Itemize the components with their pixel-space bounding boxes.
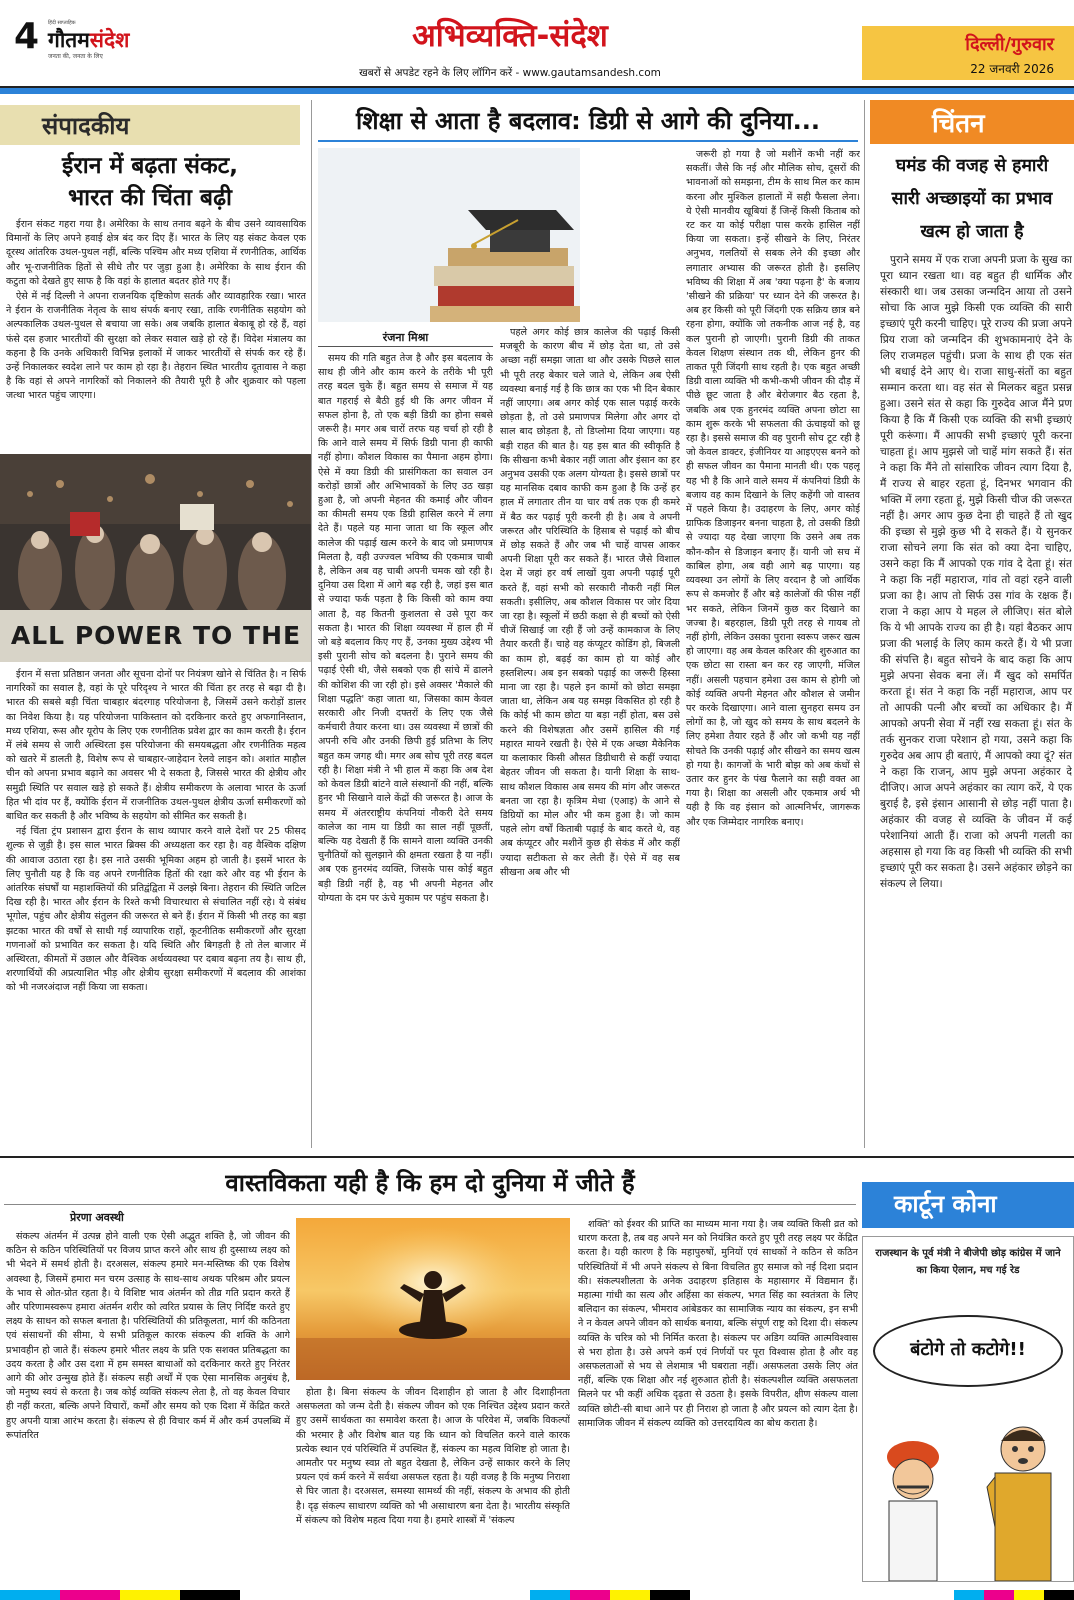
cartoon-figures bbox=[863, 1397, 1073, 1581]
lead-headline: शिक्षा से आता है बदलाव: डिग्री से आगे की दुनिया... bbox=[356, 107, 820, 135]
protest-photo bbox=[0, 454, 312, 662]
bottom-col-1 bbox=[6, 1230, 290, 1585]
editorial-para-4: नई चिंता ट्रंप प्रशासन द्वारा ईरान के साथ व्यापार करने वाले देशों पर 25 फीसद शुल्क से जुड़ी है। इस साल भारत ब्रिक्स की अध्यक्षता कर रहा है। वह वैश्विक दक्षिण की आवाज उठाता रहा है। इस नाते उसकी भूमिका अहम हो जाती है। इसमें भारत के लिए चुनौती यह है कि वह अपने रणनीतिक हितों की रक्षा करे और वह भी ईरान के आंतरिक संघर्षों या महाशक्तियों की प्रतिद्वंद्विता में उलझे बिना। तेहरान की स्थिति जटिल दिख रही है। भारत और ईरान के रिश्ते कभी विचारधारा से संचालित नहीं रहे। ये संबंध भूगोल, पहुंच और क्षेत्रीय संतुलन की जरूरत से बने हैं। ईरान में किसी भी तरह का बड़ा झटका भारत की वर्षों से साधी गई व्यापारिक राहों, कूटनीतिक समीकरणों और सुरक्षा गणनाओं को प्रभावित कर सकता है। यदि स्थिति और बिगड़ती है तो तेल बाजार में अस्थिरता, कीमतों में उछाल और वैश्विक अर्थव्यवस्था पर दबाव बढ़ना तय है। साथ ही, शरणार्थियों की अप्रत्याशित भीड़ और क्षेत्रीय सुरक्षा समीकरणों में बदलाव की आशंका को भी नजरअंदाज नहीं किया जा सकता। bbox=[6, 826, 306, 994]
issue-date: 22 जनवरी 2026 bbox=[970, 62, 1054, 76]
logo-name-a: गौतम bbox=[48, 28, 90, 52]
chintan-label-text: चिंतन bbox=[932, 109, 985, 139]
protest-banner: ALL POWER TO THE bbox=[0, 610, 312, 662]
editorial-body-top bbox=[6, 218, 306, 450]
cartoon-panel bbox=[862, 1236, 1074, 1582]
chintan-headline-line-1: घमंड की वजह से हमारी bbox=[895, 156, 1049, 176]
byline-rule bbox=[318, 346, 493, 347]
header-blue-bar bbox=[0, 88, 1074, 94]
logo-tagline: जनता की, जनता के लिए bbox=[48, 53, 103, 60]
lead-headline-rule bbox=[318, 140, 858, 142]
bottom-col-3 bbox=[578, 1218, 858, 1586]
chintan-body bbox=[880, 252, 1072, 1152]
lead-col-1-text: समय की गति बहुत तेज है और इस बदलाव के साथ ही जीने और काम करने के तरीके भी पूरी तरह बदल चुके हैं। बहुत समय से समाज में यह बात गहराई से बैठी हुई थी कि अगर जीवन में सफल होना है, तो एक बड़ी डिग्री का होना सबसे जरूरी है। मगर अब चारों तरफ यह चर्चा हो रही है कि आने वाले समय में सिर्फ डिग्री पाना ही काफी नहीं होगा। कौशल विकास का पैमाना अहम होगा। ऐसे में क्या डिग्री की प्रासंगिकता का सवाल उन करोड़ों छात्रों और अभिभावकों के लिए उठ खड़ा हुआ है, जो अपनी मेहनत की कमाई और जीवन का कीमती समय एक डिग्री हासिल करने में लगा देते हैं। पहले यह माना जाता था कि स्कूल और कालेज की पढ़ाई खत्म करने के बाद जो प्रमाणपत्र मिलता है, वही उज्ज्वल भविष्य की एकमात्र चाबी है, लेकिन अब वह चाबी अपनी चमक खो रही है। दुनिया उस दिशा में आगे बढ़ रही है, जहां इस बात से ज्यादा फर्क पड़ता है कि किसी को काम क्या आता है, वह कितनी कुशलता से उसे पूरा कर सकता है। भारत की शिक्षा व्यवस्था में हाल ही में जो बड़े बदलाव किए गए हैं, उनका मुख्य उद्देश्य भी इसी पुरानी सोच को बदलना है। पुराने समय की पढ़ाई ऐसी थी, जैसे सबको एक ही सांचे में ढालने की कोशिश की जा रही हो। इसे अक्सर 'मैकाले की शिक्षा पद्धति' कहा जाता था, जिसका काम केवल सरकारी और निजी दफ्तरों के लिए एक जैसे कर्मचारी तैयार करना था। उस व्यवस्था में छात्रों की अपनी रुचि और उनकी छिपी हुई प्रतिभा के लिए बहुत कम जगह थी। मगर अब सोच पूरी तरह बदल रही है। शिक्षा मंत्री ने भी हाल में कहा कि अब देश को केवल डिग्री बांटने वाले संस्थानों की नहीं, बल्कि हुनर भी सिखाने वाले केंद्रों की जरूरत है। आज के समय में अंतरराष्ट्रीय कंपनियां नौकरी देते समय कालेज का नाम या डिग्री का साल नहीं पूछतीं, बल्कि यह देखती हैं कि सामने वाला व्यक्ति उनकी चुनौतियों को सुलझाने की क्षमता रखता है या नहीं। अब एक हुनरमंद व्यक्ति, जिसके पास कोई बहुत बड़ी डिग्री नहीं है, वह भी अपनी मेहनत और योग्यता के दम पर ऊंचे मुकाम पर पहुंच सकता है। bbox=[318, 353, 493, 904]
lead-col-3-text: जरूरी हो गया है जो मशीनें कभी नहीं कर सकतीं। जैसे कि नई और मौलिक सोच, दूसरों की भावनाओं को समझना, टीम के साथ मिल कर काम करना और मुश्किल हालातों में सही फैसला लेना। ये ऐसी मानवीय खूबियां हैं जिन्हें किसी किताब को रट कर या कोई परीक्षा पास करके हासिल नहीं किया जा सकता। इन्हें सीखने के लिए, निरंतर अनुभव, गलतियों से सबक लेने की इच्छा और लगातार अभ्यास की जरूरत होती है। इसलिए भविष्य की शिक्षा में अब 'क्या पढ़ना है' के बजाय 'सीखने की प्रक्रिया' पर ध्यान देने की जरूरत है। अब हर किसी को पूरी जिंदगी एक सक्रिय छात्र बने रहना होगा, क्योंकि जो तकनीक आज नई है, वह कल पुरानी हो जाएगी। पुरानी डिग्री की ताकत केवल शिक्षण संस्थान तक थी, लेकिन हुनर की ताकत पूरी जिंदगी साथ रहती है। एक बहुत अच्छी डिग्री वाला व्यक्ति भी कभी-कभी जीवन की दौड़ में पीछे छूट जाता है और बेरोजगार बैठ रहता है, जबकि अब एक हुनरमंद व्यक्ति अपना छोटा सा काम शुरू करके भी सफलता की ऊंचाइयों को छू रहा है। इससे समाज की वह पुरानी सोच टूट रही है जो केवल डाक्टर, इंजीनियर या आइएएस बनने को ही सफल जीवन का पैमाना मानती थी। एक पहलू यह भी है कि आने वाले समय में कंपनियां डिग्री के बजाय वह काम दिखाने के लिए कहेंगी जो वास्तव में पहले किया है। उदाहरण के लिए, अगर कोई ग्राफिक डिजाइनर बनना चाहता है, तो उसकी डिग्री से ज्यादा यह देखा जाएगा कि उसने अब तक कौन-कौन से डिजाइन बनाए हैं। यानी जो सच में काबिल होगा, अब वही आगे बढ़ पाएगा। यह व्यवस्था उन लोगों के लिए वरदान है जो आर्थिक रूप से कमजोर हैं और बड़े कालेजों की फीस नहीं भर सकते, लेकिन जिनमें कुछ कर दिखाने का जज्बा है। बहरहाल, डिग्री पूरी तरह से गायब तो नहीं होगी, लेकिन उसका पुराना स्वरूप जरूर खत्म हो जाएगा। वह अब केवल करिअर की शुरुआत का एक छोटा सा रास्ता बन कर रह जाएगी, मंजिल नहीं। असली पहचान हमेशा उस काम से होगी जो कोई व्यक्ति अपनी मेहनत और कौशल से जमीन पर करके दिखाएगा। आने वाला सुनहरा समय उन लोगों का है, जो खुद को समय के साथ बदलने के लिए हमेशा तैयार रहते हैं और जो कभी यह नहीं सोचते कि उनकी पढ़ाई और सीखने का समय खत्म हो गया है। कागजों के भारी बोझ को अब कंधों से उतार कर हुनर के पंख फैलाने का सही वक्त आ गया है। शिक्षा का असली और एकमात्र अर्थ भी यही है कि वह इंसान को आत्मनिर्भर, जागरूक और एक जिम्मेदार नागरिक बनाए। bbox=[686, 149, 860, 828]
bottom-byline: प्रेरणा अवस्थी bbox=[70, 1211, 124, 1224]
section-title: अभिव्यक्ति-संदेश bbox=[412, 18, 608, 54]
lead-col-2-text: पहले अगर कोई छात्र कालेज की पढ़ाई किसी मजबूरी के कारण बीच में छोड़ देता था, तो उसे अच्छा नहीं समझा जाता था और उसके पिछले साल भी पूरी तरह बेकार चले जाते थे, लेकिन अब ऐसी व्यवस्था बनाई गई है कि छात्र का एक भी दिन बेकार नहीं जाएगा। अब अगर कोई एक साल पढ़ाई करके छोड़ता है, तो उसे प्रमाणपत्र मिलेगा और अगर दो साल बाद छोड़ता है, तो डिप्लोमा दिया जाएगा। यह बड़ी राहत की बात है। यह इस बात की स्वीकृति है कि सीखना कभी बेकार नहीं जाता और इंसान का हर अनुभव उसकी एक अलग योग्यता है। इससे छात्रों पर यह मानसिक दबाव काफी कम हुआ है कि उन्हें हर हाल में लगातार तीन या चार वर्ष तक एक ही कमरे में बैठ कर पढ़ाई पूरी करनी ही है। अब वे अपनी जरूरत और परिस्थिति के हिसाब से पढ़ाई को बीच में छोड़ सकते हैं और जब भी चाहें वापस आकर अपनी शिक्षा पूरी कर सकते हैं। भारत जैसे विशाल देश में जहां हर वर्ष लाखों युवा अपनी पढ़ाई पूरी करते हैं, वहां सभी को सरकारी नौकरी नहीं मिल सकती। इसीलिए, अब कौशल विकास पर जोर दिया जा रहा है। स्कूलों में छठी कक्षा से ही बच्चों को ऐसी चीजें सिखाई जा रही हैं जो उन्हें कामकाज के लिए तैयार करती हैं। चाहे वह कंप्यूटर कोडिंग हो, बिजली का काम हो, बढ़ई का काम हो या कोई और हस्तशिल्प। अब इन सबको पढ़ाई का जरूरी हिस्सा माना जा रहा है। पहले इन कामों को छोटा समझा जाता था, लेकिन अब यह समझ विकसित हो रही है कि कोई भी काम छोटा या बड़ा नहीं होता, बस उसे करने की विशेषज्ञता और उसमें हासिल की गई महारत मायने रखती है। ऐसे में एक अच्छा मैकेनिक या कलाकार किसी औसत डिग्रीधारी से कहीं ज्यादा बेहतर जीवन जी सकता है। यानी शिक्षा के साथ-साथ कौशल विकास अब समय की मांग और जरूरत बनता जा रहा है। कृत्रिम मेधा (एआइ) के आने से डिग्रियों का मोल और भी कम हुआ है। जो काम पहले लोग वर्षों किताबी पढ़ाई के बाद करते थे, वह अब कंप्यूटर और मशीनें कुछ ही सेकंड में और कहीं ज्यादा सटीकता से कर लेती हैं। ऐसे में वह सब सीखना अब और भी bbox=[500, 327, 680, 878]
bottom-section-rule bbox=[0, 1156, 1074, 1158]
column-divider-right bbox=[864, 100, 865, 1148]
bottom-headline-rule bbox=[4, 1204, 856, 1205]
page-number: 4 bbox=[14, 16, 40, 57]
logo-name bbox=[48, 26, 178, 54]
bottom-headline: वास्तविकता यही है कि हम दो दुनिया में जीते हैं bbox=[225, 1169, 635, 1197]
chintan-headline bbox=[870, 150, 1074, 249]
bottom-col-1-text: संकल्प अंतर्मन में उत्पन्न होने वाली एक ऐसी अद्भुत शक्ति है, जो जीवन की कठिन से कठिन परिस्थितियों पर विजय प्राप्त करने और साथ ही दुस्साध्य लक्ष्य को भी भेदने में समर्थ होती है। दरअसल, संकल्प हमारे मन-मस्तिष्क की एक विशेष अवस्था है, जिसमें हमारा मन चरम उत्साह के साथ-साथ अथक परिश्रम और प्रयत्न के भाव से ओत-प्रोत रहता है। ये विशिष्ट भाव अंतर्मन को तीव्र गति प्रदान करते हैं और परिणामस्वरूप हमारा अंतर्मन शरीर को त्वरित प्रयास के लिए निर्दिष्ट करते हुए लक्ष्य के साधन को सफल बनाता है। परिस्थितियों की प्रतिकूलता, मार्ग की कठिनता एवं संसाधनों की सीमा, ये सभी प्रतिकूल कारक संकल्प की शक्ति के आगे प्रभावहीन हो जाते हैं। संकल्प हमारे भीतर लक्ष्य के प्रति एक सशक्त प्रतिबद्धता का उदय करता है और उस दशा में हम समस्त बाधाओं को दरकिनार करते हुए निरंतर आगे की ओर उन्मुख होते हैं। संकल्प सही अर्थों में एक ऐसा मानसिक अनुबंध है, जो मनुष्य स्वयं से करता है। जब कोई व्यक्ति संकल्प लेता है, तो वह केवल विचार ही नहीं करता, बल्कि अपने विचारों, कर्मों और समय को एक दिशा में केंद्रित करते हुए अपनी यात्रा आरंभ करता है। संकल्प से ही विचार कर्म में और कर्म उपलब्धि में रूपांतरित bbox=[6, 1231, 290, 1441]
editorial-para-3: ईरान में सत्ता प्रतिष्ठान जनता और सूचना दोनों पर नियंत्रण खोने से चिंतित है। न सिर्फ नागरिकों का सवाल है, वहां के पूरे परिदृश्य ने भारत की चिंता हर तरह से बढ़ा दी है। भारत की सबसे बड़ी चिंता चाबहार बंदरगाह परियोजना है, जिसमें उसने करोड़ों डालर का निवेश किया है। यह परियोजना पाकिस्तान को दरकिनार करते हुए अफगानिस्तान, मध्य एशिया, रूस और यूरोप के लिए एक रणनीतिक प्रवेश द्वार का काम करती है। ईरान में लंबे समय से जारी अस्थिरता इस परियोजना की समयबद्धता और रणनीतिक महत्व को खतरे में डालती है, विशेष रूप से चाबहार-जाहेदान रेलवे लाइन को। अशांत माहौल चीन को अपना प्रभाव बढ़ाने का अवसर भी दे सकता है, जिससे भारत की क्षेत्रीय और समुद्री स्थिति पर सवाल खड़े हो सकते हैं। क्षेत्रीय समीकरण के अलावा भारत के ऊर्जा हित भी दांव पर हैं, क्योंकि ईरान में राजनीतिक उथल-पुथल क्षेत्रीय ऊर्जा समीकरणों को बाधित कर सकती है और भविष्य के सहयोग को सीमित कर सकती है। bbox=[6, 669, 306, 823]
logo-pre: हिंदी साप्ताहिक bbox=[48, 20, 76, 26]
date-box bbox=[862, 26, 1074, 80]
logo-name-b: संदेश bbox=[89, 28, 130, 52]
graduation-cap-art bbox=[318, 148, 580, 322]
editorial-body-bottom bbox=[6, 668, 306, 1140]
lead-col-2 bbox=[500, 326, 680, 1152]
chintan-headline-line-2: सारी अच्छाइयों का प्रभाव bbox=[891, 189, 1053, 209]
editorial-headline-line-1: ईरान में बढ़ता संकट, bbox=[62, 153, 238, 179]
chintan-headline-line-3: खत्म हो जाता है bbox=[920, 222, 1024, 242]
lead-byline: रंजना मिश्रा bbox=[382, 331, 429, 344]
graduation-cap-photo bbox=[318, 148, 580, 322]
editorial-headline-line-2: भारत की चिंता बढ़ी bbox=[68, 185, 232, 211]
editorial-headline bbox=[0, 150, 300, 214]
cartoon-caption: राजस्थान के पूर्व मंत्री ने बीजेपी छोड़ कांग्रेस में जाने का किया ऐलान, मच गई रेड bbox=[875, 1248, 1061, 1276]
registration-color-bar bbox=[0, 1590, 1074, 1600]
column-divider bbox=[311, 100, 312, 1148]
editorial-section-label bbox=[0, 105, 300, 145]
newspaper-logo bbox=[48, 20, 178, 60]
cartoon-speech: बंटोगे तो कटोगे!! bbox=[910, 1339, 1026, 1360]
bottom-col-2 bbox=[296, 1386, 570, 1586]
chintan-text: पुराने समय में एक राजा अपनी प्रजा के सुख का पूरा ध्यान रखता था। वह बहुत ही धार्मिक और संस्कारी था। जब उसका जन्मदिन आया तो उसने सोचा कि आज मुझे किसी एक व्यक्ति की सारी इच्छाएं पूरी करनी चाहिए। पूरे राज्य की प्रजा अपने प्रिय राजा को जन्मदिन की शुभकामनाएं देने के लिए राजमहल पहुंची। प्रजा के साथ ही एक संत भी बधाई देने आए थे। राजा साधु-संतों का बहुत सम्मान करता था। वह संत से मिलकर बहुत प्रसन्न हुआ। उसने संत से कहा कि गुरुदेव आज मैंने प्रण किया है कि मैं किसी एक व्यक्ति की सभी इच्छाएं पूरी करूंगा। मैं आपकी सभी इच्छाएं पूरी करना चाहता हूं। आप मुझसे जो चाहें मांग सकते हैं। संत ने कहा कि मैंने तो सांसारिक जीवन त्याग दिया है, मैं राज्य से बाहर रहता हूं, दिनभर भगवान की भक्ति में लगा रहता हूं, मुझे किसी चीज की जरूरत नहीं है। अगर आप कुछ देना ही चाहते हैं तो खुद की इच्छा से मुझे कुछ भी दे सकते हैं। ये सुनकर राजा सोचने लगा कि संत को क्या देना चाहिए, उसने कहा कि मैं आपको एक गांव दे देता हूं। संत ने कहा कि नहीं महाराज, गांव तो वहां रहने वाली प्रजा का है। आप तो सिर्फ उस गांव के रक्षक हैं। राजा ने कहा आप ये महल ले लीजिए। संत बोले कि ये भी आपके राज्य का ही है। यहां बैठकर आप प्रजा की भलाई के लिए काम करते हैं। ये भी प्रजा की संपत्ति है। बहुत सोचने के बाद कहा कि आप मुझे अपना सेवक बना लें। मैं खुद को समर्पित करता हूं। संत ने कहा कि नहीं महाराज, आप पर तो आपकी पत्नी और बच्चों का अधिकार है। मैं आपको अपनी सेवा में नहीं रख सकता हूं। संत के तर्क सुनकर राजा परेशान हो गया, उसने कहा कि गुरुदेव अब आप ही बताएं, मैं आपको क्या दूं? संत ने कहा कि राजन्, आप मुझे अपना अहंकार दे दीजिए। आज अपने अहंकार का त्याग करें, ये एक बुराई है, इसे इंसान आसानी से छोड़ नहीं पाता है। अहंकार की वजह से व्यक्ति के जीवन में कई परेशानियां आती हैं। राजा को अपनी गलती का अहसास हो गया कि वह किसी भी व्यक्ति की सभी इच्छाएं पूरी कर सकता है। उसने अहंकार छोड़ने का संकल्प ले लिया। bbox=[880, 254, 1072, 890]
meditation-art bbox=[296, 1218, 570, 1380]
bottom-col-3-text: शक्ति' को ईश्वर की प्राप्ति का माध्यम माना गया है। जब व्यक्ति किसी व्रत को धारण करता है, तब वह अपने मन को नियंत्रित करते हुए पूरी तरह लक्ष्य पर केंद्रित करता है। यही कारण है कि महापुरुषों, मुनियों एवं साधकों ने कठिन से कठिन परिस्थितियों में भी अपने संकल्प से बिना विचलित हुए समाज को नई दिशा प्रदान की। संकल्पशीलता के अनेक उदाहरण इतिहास के महासागर में विद्यमान हैं। महात्मा गांधी का सत्य और अहिंसा का संकल्प, भगत सिंह का स्वतंत्रता के लिए बलिदान का संकल्प, भीमराव आंबेडकर का सामाजिक न्याय का संकल्प, इन सभी ने न केवल अपने जीवन को सार्थक बनाया, बल्कि संपूर्ण राष्ट्र को दिशा दी। संकल्प व्यक्ति के चरित्र को भी निर्मित करता है। संकल्प पर अडिग व्यक्ति आत्मविश्वास से भरा होता है। उसे अपने कर्म एवं निर्णयों पर पूरा विश्वास होता है और वह असफलताओं से भय से लेशमात्र भी घबराता नहीं। असफलता उसके लिए अंत नहीं, बल्कि एक शिक्षा और नई शुरुआत होती है। संकल्पशील व्यक्ति असफलता मिलने पर भी कहीं अधिक दृढ़ता से उठता है। इसके विपरीत, क्षीण संकल्प वाला व्यक्ति छोटी-सी बाधा आने पर ही निराश हो जाता है और प्रयत्न को त्याग देता है। सामाजिक जीवन में संकल्प व्यक्ति को उत्तरदायित्व का बोध कराता है। bbox=[578, 1219, 858, 1429]
city-day: दिल्ली/गुरुवार bbox=[965, 34, 1054, 55]
meditation-photo bbox=[296, 1218, 570, 1380]
editorial-label-text: संपादकीय bbox=[42, 112, 130, 140]
lead-col-1 bbox=[318, 352, 493, 1152]
editorial-para-1: ईरान संकट गहरा गया है। अमेरिका के साथ तनाव बढ़ने के बीच उसने व्यावसायिक विमानों के लिए अपने हवाई क्षेत्र बंद कर दिए हैं। भारत के लिए यह संकट केवल एक दूरस्थ आंतरिक उथल-पुथल नहीं, बल्कि पश्चिम और मध्य एशिया में रणनीतिक, आर्थिक और भू-राजनीतिक हितों से सीधे तौर पर जुड़ा हुआ है। अमेरिका के साथ ईरान की कटुता को देखते हुए साफ है कि वहां के हालात बदतर होते गए हैं। bbox=[6, 219, 306, 287]
chintan-section-label bbox=[870, 100, 1074, 144]
editorial-para-2: ऐसे में नई दिल्ली ने अपना राजनयिक दृष्टिकोण सतर्क और व्यावहारिक रखा। भारत ने ईरान के राजनीतिक नेतृत्व के साथ संपर्क बनाए रखा, ताकि रणनीतिक सहयोग को अल्पकालिक उथल-पुथल से बचाया जा सके। अब जबकि हालात बेकाबू हो रहे हैं, वहां फंसे दस हजार भारतीयों की सुरक्षा को लेकर सवाल खड़े हो रहे हैं। विदेश मंत्रालय का कहना है कि उनके अधिकारी विभिन्न इलाकों में जाकर भारतीयों से संपर्क कर रहे हैं। उन्हें निकालकर स्वदेश लाने पर काम हो रहा है। तेहरान स्थित भारतीय दूतावास ने कहा है कि वहां से अपने नागरिकों को निकालने की तैयारी पूरी है और शुक्रवार को पहला जत्था भारत पहुंच जाएगा। bbox=[6, 291, 306, 402]
header-tagline: खबरों से अपडेट रहने के लिए लॉगिन करें - www.gautamsandesh.com bbox=[359, 67, 661, 79]
lead-col-3 bbox=[686, 148, 860, 1148]
cartoon-section-label bbox=[862, 1182, 1074, 1228]
cartoon-label-text: कार्टून कोना bbox=[894, 1190, 997, 1218]
bottom-col-2-text: होता है। बिना संकल्प के जीवन दिशाहीन हो जाता है और दिशाहीनता असफलता को जन्म देती है। संकल्प जीवन को एक निश्चित उद्देश्य प्रदान करते हुए उसमें सार्थकता का समावेश करता है। आज के परिवेश में, जबकि विकल्पों की भरमार है और विशेष बात यह कि ध्यान को विचलित करने वाले कारक प्रत्येक स्थान एवं परिस्थिति में उपस्थित हैं, संकल्प का महत्व विशिष्ट हो जाता है। आमतौर पर मनुष्य स्वप्न तो बहुत देखता है, लेकिन उन्हें साकार करने के लिए प्रयत्न एवं कर्म करने में सर्वथा असफल रहता है। यही वजह है कि मनुष्य निराशा से घिर जाता है। दरअसल, समस्या सामर्थ्य की नहीं, संकल्प के अभाव की होती है। दृढ़ संकल्प साधारण व्यक्ति को भी असाधारण बना देता है। भारतीय संस्कृति में संकल्प को विशेष महत्व दिया गया है। हमारे शास्त्रों में 'संकल्प bbox=[296, 1387, 570, 1526]
